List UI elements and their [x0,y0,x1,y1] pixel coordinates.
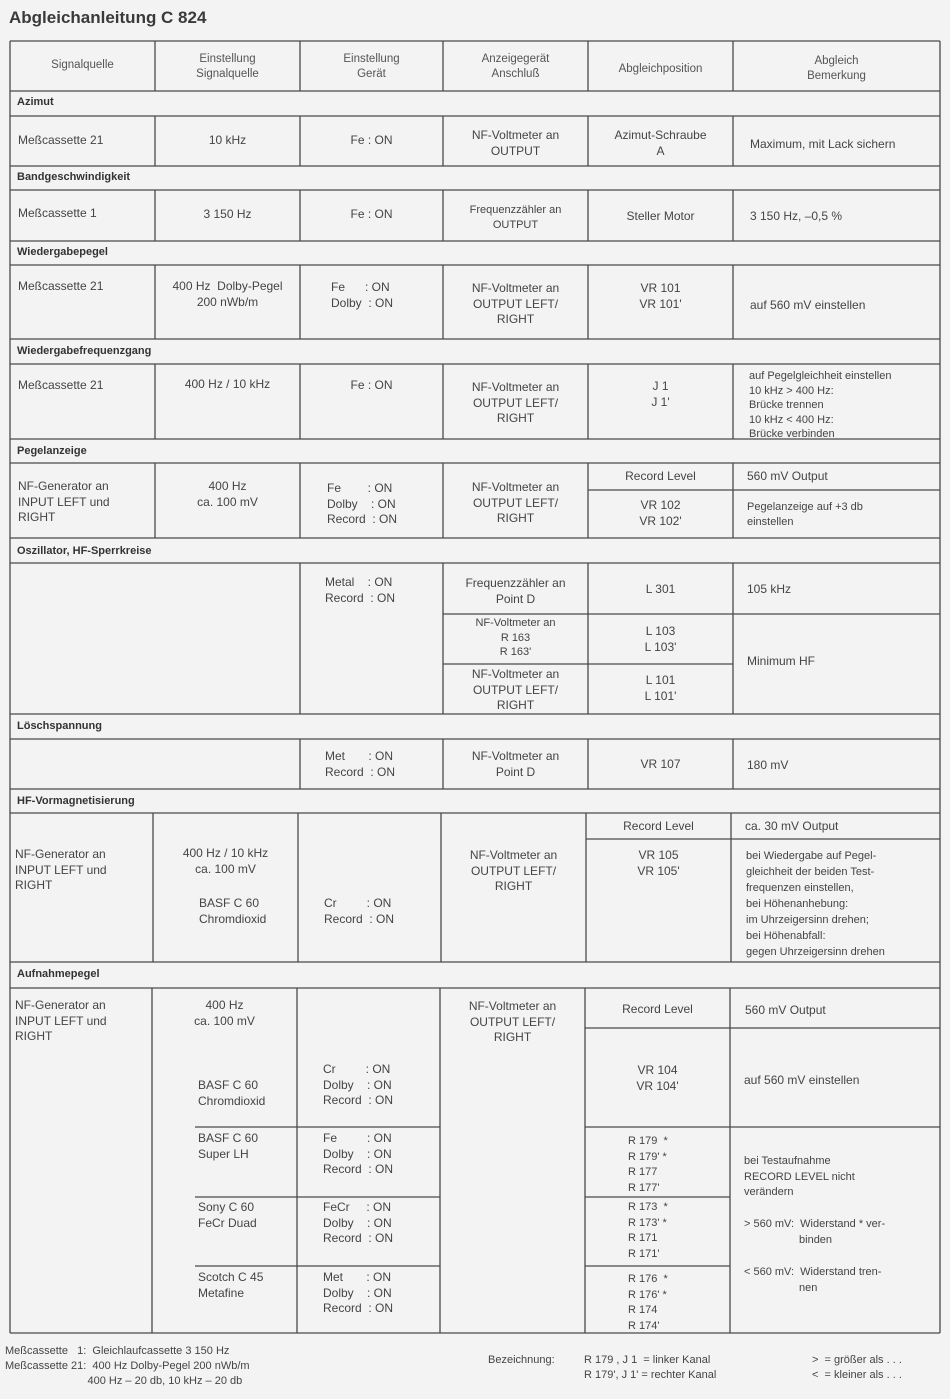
oszillator-position-l301: L 301 [645,582,676,596]
band-setting: 3 150 Hz [203,207,252,221]
oszillator-meter-output: NF-Voltmeter an OUTPUT LEFT/ RIGHT [471,667,560,712]
oszillator-remark-105khz: 105 kHz [747,582,792,596]
hf-source: NF-Generator an INPUT LEFT und RIGHT [15,847,107,892]
section-hf-vormagnetisierung: HF-Vormagnetisierung [17,795,135,807]
hf-setting: 400 Hz / 10 kHz ca. 100 mV [182,846,269,876]
section-wiedergabefrequenzgang: Wiedergabefrequenzgang [17,345,152,357]
footer-note-3: 400 Hz – 20 db, 10 kHz – 20 db [5,1375,243,1387]
pegelanzeige-position-record-level: Record Level [625,469,696,483]
wiedergabepegel-source: Meßcassette 21 [18,279,104,293]
aufnahme-remark-kleiner: < 560 mV: Widerstand tren- nen [744,1266,882,1294]
wiedergabepegel-meter: NF-Voltmeter an OUTPUT LEFT/ RIGHT [471,281,560,326]
pegelanzeige-remark: Pegelanzeige auf +3 db einstellen [747,501,863,528]
frequenzgang-meter: NF-Voltmeter an OUTPUT LEFT/ RIGHT [471,380,560,425]
band-device: Fe : ON [350,207,393,221]
aufnahme-remark-groesser: > 560 mV: Widerstand * ver- binden [744,1218,886,1246]
aufnahme-position-r179: R 179 * R 179' * R 177 R 177' [628,1135,668,1194]
aufnahme-position-r176: R 176 * R 176' * R 174 R 174' [628,1273,668,1332]
aufnahme-device-cr: Cr : ON Dolby : ON Record : ON [323,1062,394,1107]
aufnahme-position-r173: R 173 * R 173' * R 171 R 171' [628,1201,668,1260]
oszillator-meter-frequenz: Frequenzzähler an Point D [465,576,566,606]
footer-legend-groesser: > = größer als . . . [812,1354,902,1366]
azimut-setting: 10 kHz [208,133,247,147]
aufnahme-position-record-level: Record Level [622,1002,693,1016]
section-bandgeschwindigkeit: Bandgeschwindigkeit [17,171,131,183]
pegelanzeige-meter: NF-Voltmeter an OUTPUT LEFT/ RIGHT [471,480,560,525]
band-meter: Frequenzzähler an OUTPUT [469,204,562,231]
aufnahme-cassette-basf-chromdioxid: BASF C 60 Chromdioxid [198,1078,266,1108]
hf-remark: bei Wiedergabe auf Pegel- gleichheit der beiden Test- frequenzen einstellen, bei Höhenanhebung: im Uhrzeigersinn drehen; bei Höhenabfall: gegen Uhrzeigersinn drehen [746,850,885,958]
section-loeschspannung: Löschspannung [17,720,102,732]
aufnahme-cassette-scotch-metafine: Scotch C 45 Metafine [198,1270,264,1300]
pegelanzeige-device: Fe : ON Dolby : ON Record : ON [327,481,398,526]
frequenzgang-remark: auf Pegelgleichheit einstellen 10 kHz > 400 Hz: Brücke trennen 10 kHz < 400 Hz: Brücke verbinden [749,370,892,441]
frequenzgang-source: Meßcassette 21 [18,378,104,392]
header-signalquelle: Signalquelle [51,59,114,71]
loeschspannung-position: VR 107 [640,757,681,771]
azimut-position: Azimut-Schraube A [614,128,707,158]
loeschspannung-meter: NF-Voltmeter an Point D [471,749,560,779]
section-aufnahmepegel: Aufnahmepegel [17,968,100,980]
band-source: Meßcassette 1 [18,206,97,220]
pegelanzeige-setting: 400 Hz ca. 100 mV [197,479,258,509]
pegelanzeige-remark-output: 560 mV Output [747,469,828,483]
footer-bezeichnung-rechts: R 179', J 1' = rechter Kanal [584,1369,717,1381]
header-einstellung-signalquelle: Einstellung Signalquelle [196,53,259,80]
section-pegelanzeige: Pegelanzeige [17,445,87,457]
oszillator-position-l103: L 103 L 103' [644,624,677,654]
section-oszillator: Oszillator, HF-Sperrkreise [17,545,152,557]
header-einstellung-geraet: Einstellung Gerät [343,53,400,80]
loeschspannung-device: Met : ON Record : ON [325,749,396,779]
loeschspannung-remark: 180 mV [747,758,789,772]
oszillator-remark-minimum-hf: Minimum HF [747,654,815,668]
azimut-source: Meßcassette 21 [18,133,104,147]
hf-position-vr: VR 105 VR 105' [637,848,680,878]
hf-meter: NF-Voltmeter an OUTPUT LEFT/ RIGHT [469,848,558,893]
azimut-meter: NF-Voltmeter an OUTPUT [471,128,560,158]
footer-note-1: Meßcassette 1: Gleichlaufcassette 3 150 Hz [5,1345,230,1357]
hf-cassette: BASF C 60 Chromdioxid [199,896,267,926]
header-anzeigegeraet: Anzeigegerät Anschluß [481,53,550,80]
oszillator-device: Metal : ON Record : ON [325,575,396,605]
azimut-remark: Maximum, mit Lack sichern [750,137,896,151]
aufnahme-position-vr104: VR 104 VR 104' [636,1063,679,1093]
aufnahme-cassette-sony-fecr: Sony C 60 FeCr Duad [198,1200,257,1230]
aufnahme-source: NF-Generator an INPUT LEFT und RIGHT [15,998,107,1043]
frequenzgang-position: J 1 J 1' [651,379,670,409]
frequenzgang-device: Fe : ON [350,378,393,392]
wiedergabepegel-setting: 400 Hz Dolby-Pegel 200 nWb/m [172,279,283,309]
frequenzgang-setting: 400 Hz / 10 kHz [184,377,271,391]
aufnahme-cassette-basf-super-lh: BASF C 60 Super LH [198,1131,259,1161]
aufnahme-device-met: Met : ON Dolby : ON Record : ON [323,1270,394,1315]
header-abgleichposition: Abgleichposition [618,63,703,75]
band-position: Steller Motor [626,209,695,223]
aufnahme-remark-output: 560 mV Output [745,1003,826,1017]
aufnahme-setting: 400 Hz ca. 100 mV [194,998,255,1028]
wiedergabepegel-position: VR 101 VR 101' [639,281,682,311]
oszillator-meter-r163: NF-Voltmeter an R 163 R 163' [475,617,556,658]
aufnahme-meter: NF-Voltmeter an OUTPUT LEFT/ RIGHT [468,999,557,1044]
aufnahme-device-fecr: FeCr : ON Dolby : ON Record : ON [323,1200,394,1245]
pegelanzeige-source: NF-Generator an INPUT LEFT und RIGHT [18,479,110,524]
aufnahme-device-fe: Fe : ON Dolby : ON Record : ON [323,1131,394,1176]
hf-device: Cr : ON Record : ON [324,896,395,926]
footer-bezeichnung-label: Bezeichnung: [488,1354,555,1366]
pegelanzeige-position-vr: VR 102 VR 102' [639,498,682,528]
footer-legend-kleiner: < = kleiner als . . . [812,1369,902,1381]
footer-bezeichnung-links: R 179 , J 1 = linker Kanal [584,1354,711,1366]
footer-note-2: Meßcassette 21: 400 Hz Dolby-Pegel 200 nWb/m [5,1360,250,1372]
wiedergabepegel-remark: auf 560 mV einstellen [750,298,866,312]
section-azimut: Azimut [17,96,54,108]
aufnahme-remark-testaufnahme: bei Testaufnahme RECORD LEVEL nicht verändern [744,1155,855,1198]
page-title: Abgleichanleitung C 824 [9,8,207,27]
azimut-device: Fe : ON [350,133,393,147]
band-remark: 3 150 Hz, –0,5 % [750,209,843,223]
oszillator-position-l101: L 101 L 101' [644,673,677,703]
hf-position-record-level: Record Level [623,819,694,833]
section-wiedergabepegel: Wiedergabepegel [17,246,108,258]
aufnahme-remark-560mv: auf 560 mV einstellen [744,1073,860,1087]
hf-remark-output: ca. 30 mV Output [745,819,839,833]
wiedergabepegel-device: Fe : ON Dolby : ON [331,280,394,310]
header-abgleich-bemerkung: Abgleich Bemerkung [807,55,866,82]
